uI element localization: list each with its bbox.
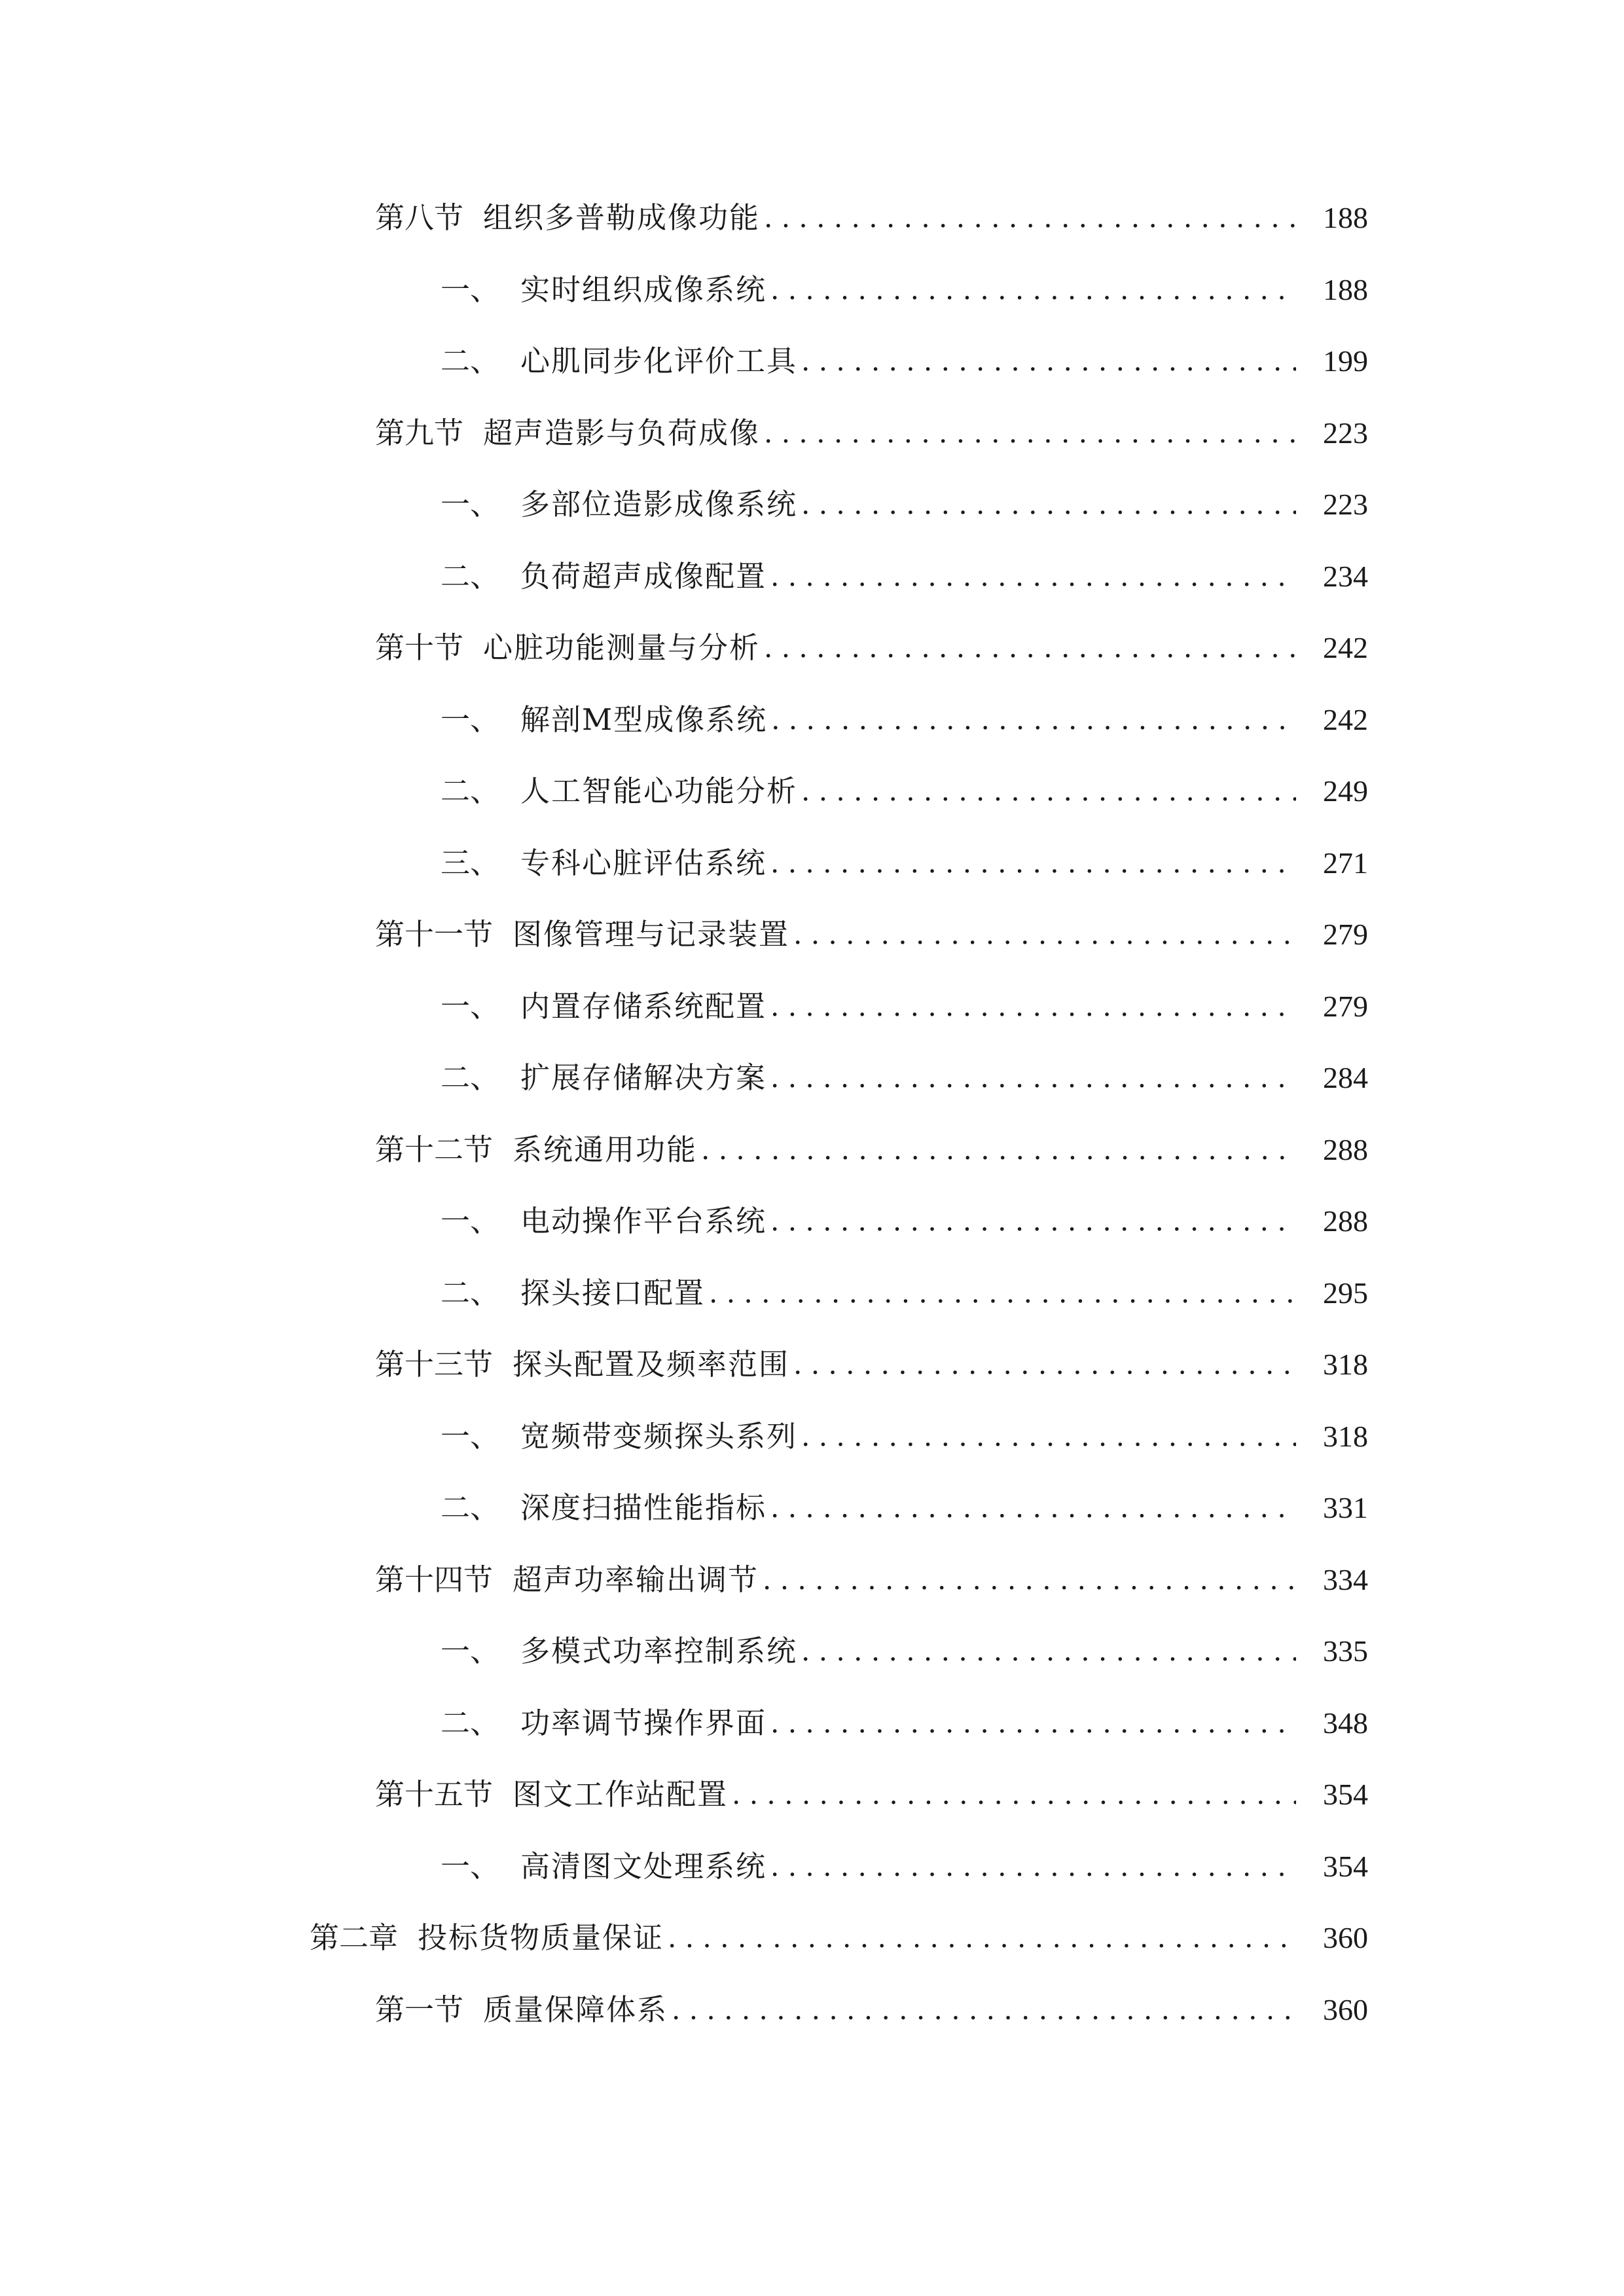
page-number: 284 [1323,1061,1368,1094]
page-number: 348 [1323,1706,1368,1740]
dot-leader [801,765,1296,817]
entry-number: 第二章 [310,1920,399,1955]
entry-title: 内置存储系统配置 [520,989,767,1024]
page-number: 279 [1323,990,1368,1023]
entry-title: 投标货物质量保证 [418,1920,664,1955]
entry-number: 一、 [441,272,500,307]
entry-title: 心脏功能测量与分析 [483,630,761,665]
page-number: 354 [1323,1850,1368,1883]
dot-leader [770,1482,1296,1534]
toc-entry-section[interactable] [375,192,1368,244]
entry-number: 第十三节 [375,1347,494,1382]
entry-title: 宽频带变频探头系列 [520,1419,798,1454]
entry-title: 电动操作平台系统 [520,1204,767,1238]
page-number: 318 [1323,1420,1368,1453]
entry-title: 组织多普勒成像功能 [483,200,761,235]
dot-leader [770,1840,1296,1893]
toc-entry-item[interactable] [375,694,1368,746]
dot-leader [770,264,1296,316]
dot-leader [764,407,1296,459]
page-number: 242 [1323,703,1368,736]
entry-title: 功率调节操作界面 [520,1706,767,1740]
toc-entry-section[interactable] [375,1984,1368,2036]
entry-number: 一、 [441,487,500,522]
toc-entry-item[interactable] [375,1195,1368,1247]
dot-leader [770,1052,1296,1104]
toc-entry-section[interactable] [375,1124,1368,1176]
page-number: 331 [1323,1491,1368,1524]
dot-leader [668,1912,1296,1964]
page-number: 288 [1323,1204,1368,1238]
dot-leader [701,1124,1296,1176]
entry-number: 第十一节 [375,917,494,952]
dot-leader [770,980,1296,1033]
entry-title: 超声造影与负荷成像 [483,416,761,450]
entry-title: 高清图文处理系统 [520,1849,767,1884]
entry-number: 一、 [441,1634,500,1668]
entry-number: 三、 [441,846,500,880]
entry-title: 解剖M型成像系统 [520,702,768,737]
entry-title: 图像管理与记录装置 [513,917,790,952]
entry-title: 负荷超声成像配置 [520,559,767,594]
entry-number: 一、 [441,1204,500,1238]
entry-title: 实时组织成像系统 [520,272,767,307]
toc-entry-chapter[interactable] [310,1912,1368,1964]
entry-title: 探头配置及频率范围 [513,1347,790,1382]
page-number: 360 [1323,1993,1368,2026]
entry-title: 图文工作站配置 [513,1777,729,1812]
toc-entry-section[interactable] [375,1554,1368,1606]
entry-number: 第十四节 [375,1562,494,1597]
entry-title: 深度扫描性能指标 [520,1490,767,1525]
entry-number: 二、 [441,1276,500,1310]
entry-number: 二、 [441,774,500,808]
page-number: 242 [1323,631,1368,664]
page-number: 234 [1323,560,1368,593]
toc-entry-section[interactable] [375,908,1368,961]
dot-leader [770,837,1296,889]
page-number: 279 [1323,918,1368,951]
entry-number: 二、 [441,1706,500,1740]
page-number: 223 [1323,416,1368,450]
toc-entry-item[interactable] [375,1482,1368,1534]
dot-leader [764,622,1296,674]
page-number: 223 [1323,488,1368,521]
toc-entry-section[interactable] [375,622,1368,674]
entry-title: 探头接口配置 [520,1276,706,1310]
page-number: 271 [1323,846,1368,880]
entry-number: 二、 [441,559,500,594]
dot-leader [801,1625,1296,1677]
dot-leader [672,1984,1296,2036]
dot-leader [793,1338,1296,1391]
dot-leader [793,908,1296,961]
page-number: 249 [1323,774,1368,808]
toc-entry-item[interactable] [375,1697,1368,1749]
page-number: 199 [1323,344,1368,378]
toc-entry-item[interactable] [375,1410,1368,1463]
toc-entry-item[interactable] [375,335,1368,387]
entry-number: 二、 [441,1490,500,1525]
dot-leader [801,1410,1296,1463]
entry-number: 一、 [441,989,500,1024]
entry-number: 第九节 [375,416,464,450]
entry-number: 第一节 [375,1992,464,2027]
entry-number: 二、 [441,1060,500,1095]
toc-entry-section[interactable] [375,1338,1368,1391]
toc-entry-section[interactable] [375,407,1368,459]
page-number: 288 [1323,1133,1368,1166]
dot-leader [763,1554,1296,1606]
toc-entry-item[interactable] [375,478,1368,531]
toc-entry-item[interactable] [375,765,1368,817]
page-number: 295 [1323,1276,1368,1310]
page-number: 334 [1323,1563,1368,1596]
dot-leader [732,1768,1296,1821]
page-number: 360 [1323,1921,1368,1954]
toc-entry-item[interactable] [375,1052,1368,1104]
page-number: 354 [1323,1778,1368,1811]
dot-leader [770,1697,1296,1749]
entry-title: 扩展存储解决方案 [520,1060,767,1095]
toc-entry-item[interactable] [375,1267,1368,1319]
entry-number: 第十节 [375,630,464,665]
entry-title: 人工智能心功能分析 [520,774,798,808]
toc-entry-item[interactable] [375,980,1368,1033]
dot-leader [764,192,1296,244]
entry-number: 第十五节 [375,1777,494,1812]
entry-number: 一、 [441,1419,500,1454]
dot-leader [770,1195,1296,1247]
toc-entry-item[interactable] [375,1625,1368,1677]
toc-entry-item[interactable] [375,1840,1368,1893]
dot-leader [770,550,1296,603]
page-number: 318 [1323,1348,1368,1381]
entry-number: 一、 [441,702,500,737]
entry-title: 超声功率输出调节 [513,1562,759,1597]
dot-leader [709,1267,1296,1319]
toc-entry-item[interactable] [375,837,1368,889]
page-number: 188 [1323,201,1368,234]
entry-title: 质量保障体系 [483,1992,668,2027]
entry-title: 系统通用功能 [513,1132,698,1167]
dot-leader [771,694,1296,746]
entry-title: 专科心脏评估系统 [520,846,767,880]
entry-number: 二、 [441,344,500,378]
entry-title: 多模式功率控制系统 [520,1634,798,1668]
toc-entry-section[interactable] [375,1768,1368,1821]
entry-title: 心肌同步化评价工具 [520,344,798,378]
entry-number: 一、 [441,1849,500,1884]
page-number: 188 [1323,273,1368,306]
entry-title: 多部位造影成像系统 [520,487,798,522]
toc-entry-item[interactable] [375,550,1368,603]
toc-entry-item[interactable] [375,264,1368,316]
page-number: 335 [1323,1634,1368,1668]
entry-number: 第八节 [375,200,464,235]
dot-leader [801,478,1296,531]
dot-leader [801,335,1296,387]
entry-number: 第十二节 [375,1132,494,1167]
